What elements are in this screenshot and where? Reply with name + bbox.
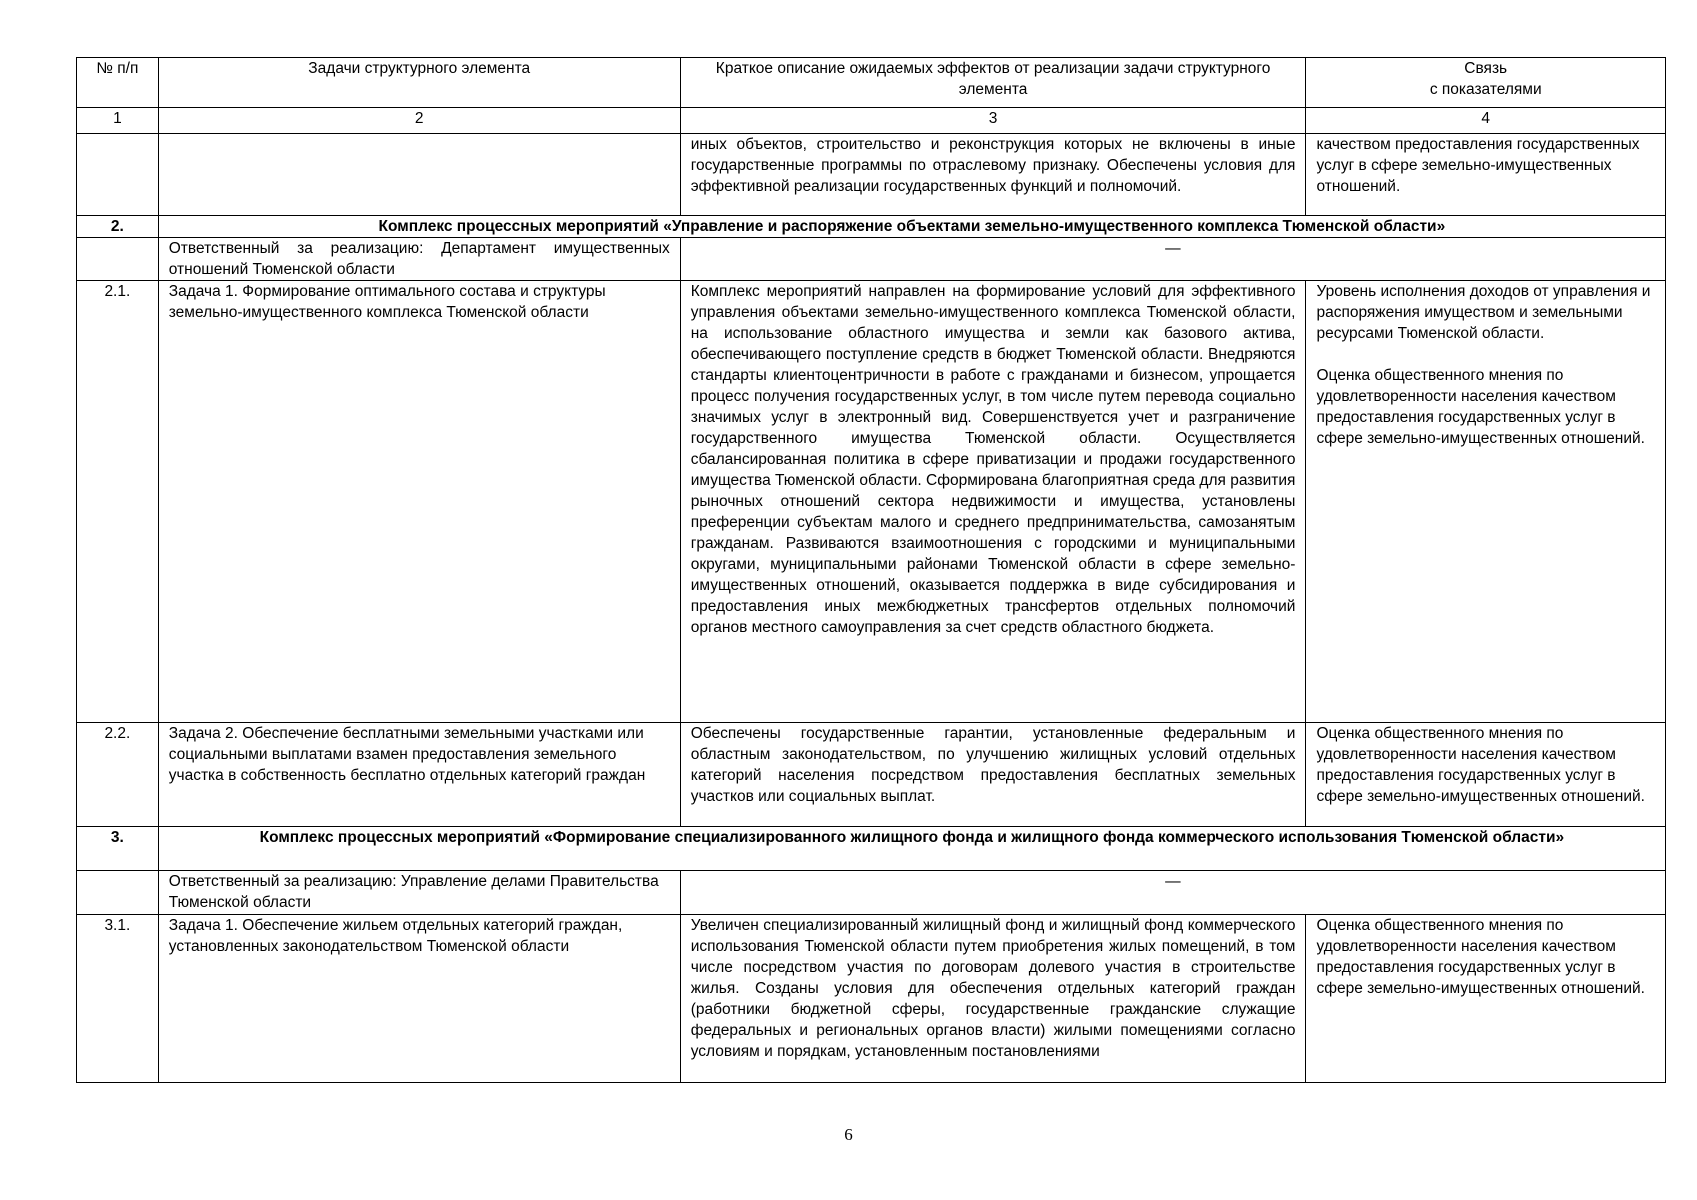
header-indicators: Связь с показателями [1306,58,1666,108]
task-2-2-task: Задача 2. Обеспечение бесплатными земельными участками или социальными выплатами взамен предоставления земельного участка в собственность бесплатно отдельных категорий граждан [158,723,680,827]
header-row [77,58,1666,108]
task-3-1-number: 3.1. [77,915,159,1083]
section-2-responsible-number-cell [77,238,159,281]
column-number-1: 1 [77,108,159,134]
task-3-1-indicators: Оценка общественного мнения по удовлетворенности населения качеством предоставления государственных услуг в сфере земельно-имущественных отношений. [1306,915,1666,1083]
section-3-number: 3. [77,827,159,871]
task-2-1-number: 2.1. [77,281,159,723]
continuation-indicators: качеством предоставления государственных услуг в сфере земельно-имущественных отношений. [1306,134,1666,216]
section-2-number: 2. [77,216,159,238]
continuation-number-cell [77,134,159,216]
task-2-1-row [77,281,1666,723]
section-2-responsible: Ответственный за реализацию: Департамент имущественных отношений Тюменской области [158,238,680,281]
column-number-3: 3 [680,108,1306,134]
header-description: Краткое описание ожидаемых эффектов от реализации задачи структурного элемента [680,58,1306,108]
continuation-row [77,134,1666,216]
program-table [76,57,1666,1083]
section-3-responsible-dash: — [680,871,1665,915]
column-number-2: 2 [158,108,680,134]
task-2-2-number: 2.2. [77,723,159,827]
task-2-1-indicators: Уровень исполнения доходов от управления и распоряжения имуществом и земельными ресурсами Тюменской области. Оценка общественного мнения по удовлетворенности населения качеством предоставления государственных услуг в сфере земельно-имущественных отношений. [1306,281,1666,723]
header-number: № п/п [77,58,159,108]
column-numbers-row [77,108,1666,134]
section-3-row [77,827,1666,871]
section-3-responsible-row [77,871,1666,915]
section-2-title: Комплекс процессных мероприятий «Управление и распоряжение объектами земельно-имущественного комплекса Тюменской области» [158,216,1665,238]
task-3-1-row [77,915,1666,1083]
task-2-2-indicators: Оценка общественного мнения по удовлетворенности населения качеством предоставления государственных услуг в сфере земельно-имущественных отношений. [1306,723,1666,827]
task-2-1-task: Задача 1. Формирование оптимального состава и структуры земельно-имущественного комплекса Тюменской области [158,281,680,723]
section-3-title: Комплекс процессных мероприятий «Формирование специализированного жилищного фонда и жилищного фонда коммерческого использования Тюменской области» [158,827,1665,871]
column-number-4: 4 [1306,108,1666,134]
section-2-responsible-row [77,238,1666,281]
task-3-1-description: Увеличен специализированный жилищный фонд и жилищный фонд коммерческого использования Тюменской области путем приобретения жилых помещений, в том числе посредством участия по договорам долевого участия в строительстве жилья. Созданы условия для обеспечения отдельных категорий граждан (работники бюджетной сферы, государственные гражданские служащие федеральных и региональных органов власти) жилыми помещениями согласно условиям и порядкам, установленным постановлениями [680,915,1306,1083]
task-2-1-description: Комплекс мероприятий направлен на формирование условий для эффективного управления объектами земельно-имущественного комплекса Тюменской области, на использование областного имущества и земли как базового актива, обеспечивающего поступление средств в бюджет Тюменской области. Внедряются стандарты клиентоцентричности в работе с гражданами и бизнесом, упрощается процесс получения государственных услуг, в том числе путем перевода социально значимых услуг в электронный вид. Совершенствуется учет и разграничение государственного имущества Тюменской области. Осуществляется сбалансированная политика в сфере приватизации и продажи государственного имущества Тюменской области. Сформирована благоприятная среда для развития рыночных отношений сектора недвижимости и имущества, установлены преференции субъектам малого и среднего предпринимательства, самозанятым гражданам. Развиваются взаимоотношения с городскими и муниципальными округами, муниципальными районами Тюменской области в сфере земельно-имущественных отношений, оказывается поддержка в виде субсидирования и предоставления иных межбюджетных трансфертов отдельных полномочий органов местного самоуправления за счет средств областного бюджета. [680,281,1306,723]
task-2-2-description: Обеспечены государственные гарантии, установленные федеральным и областным законодательством, по улучшению жилищных условий отдельных категорий населения посредством предоставления бесплатных земельных участков или социальных выплат. [680,723,1306,827]
task-2-2-row [77,723,1666,827]
page-number: 6 [844,1125,853,1144]
task-3-1-task: Задача 1. Обеспечение жильем отдельных категорий граждан, установленных законодательством Тюменской области [158,915,680,1083]
section-3-responsible: Ответственный за реализацию: Управление делами Правительства Тюменской области [158,871,680,915]
continuation-description: иных объектов, строительство и реконструкция которых не включены в иные государственные программы по отраслевому признаку. Обеспечены условия для эффективной реализации государственных функций и полномочий. [680,134,1306,216]
section-2-responsible-dash: — [680,238,1665,281]
continuation-task-cell [158,134,680,216]
header-tasks: Задачи структурного элемента [158,58,680,108]
section-3-responsible-number-cell [77,871,159,915]
section-2-row [77,216,1666,238]
